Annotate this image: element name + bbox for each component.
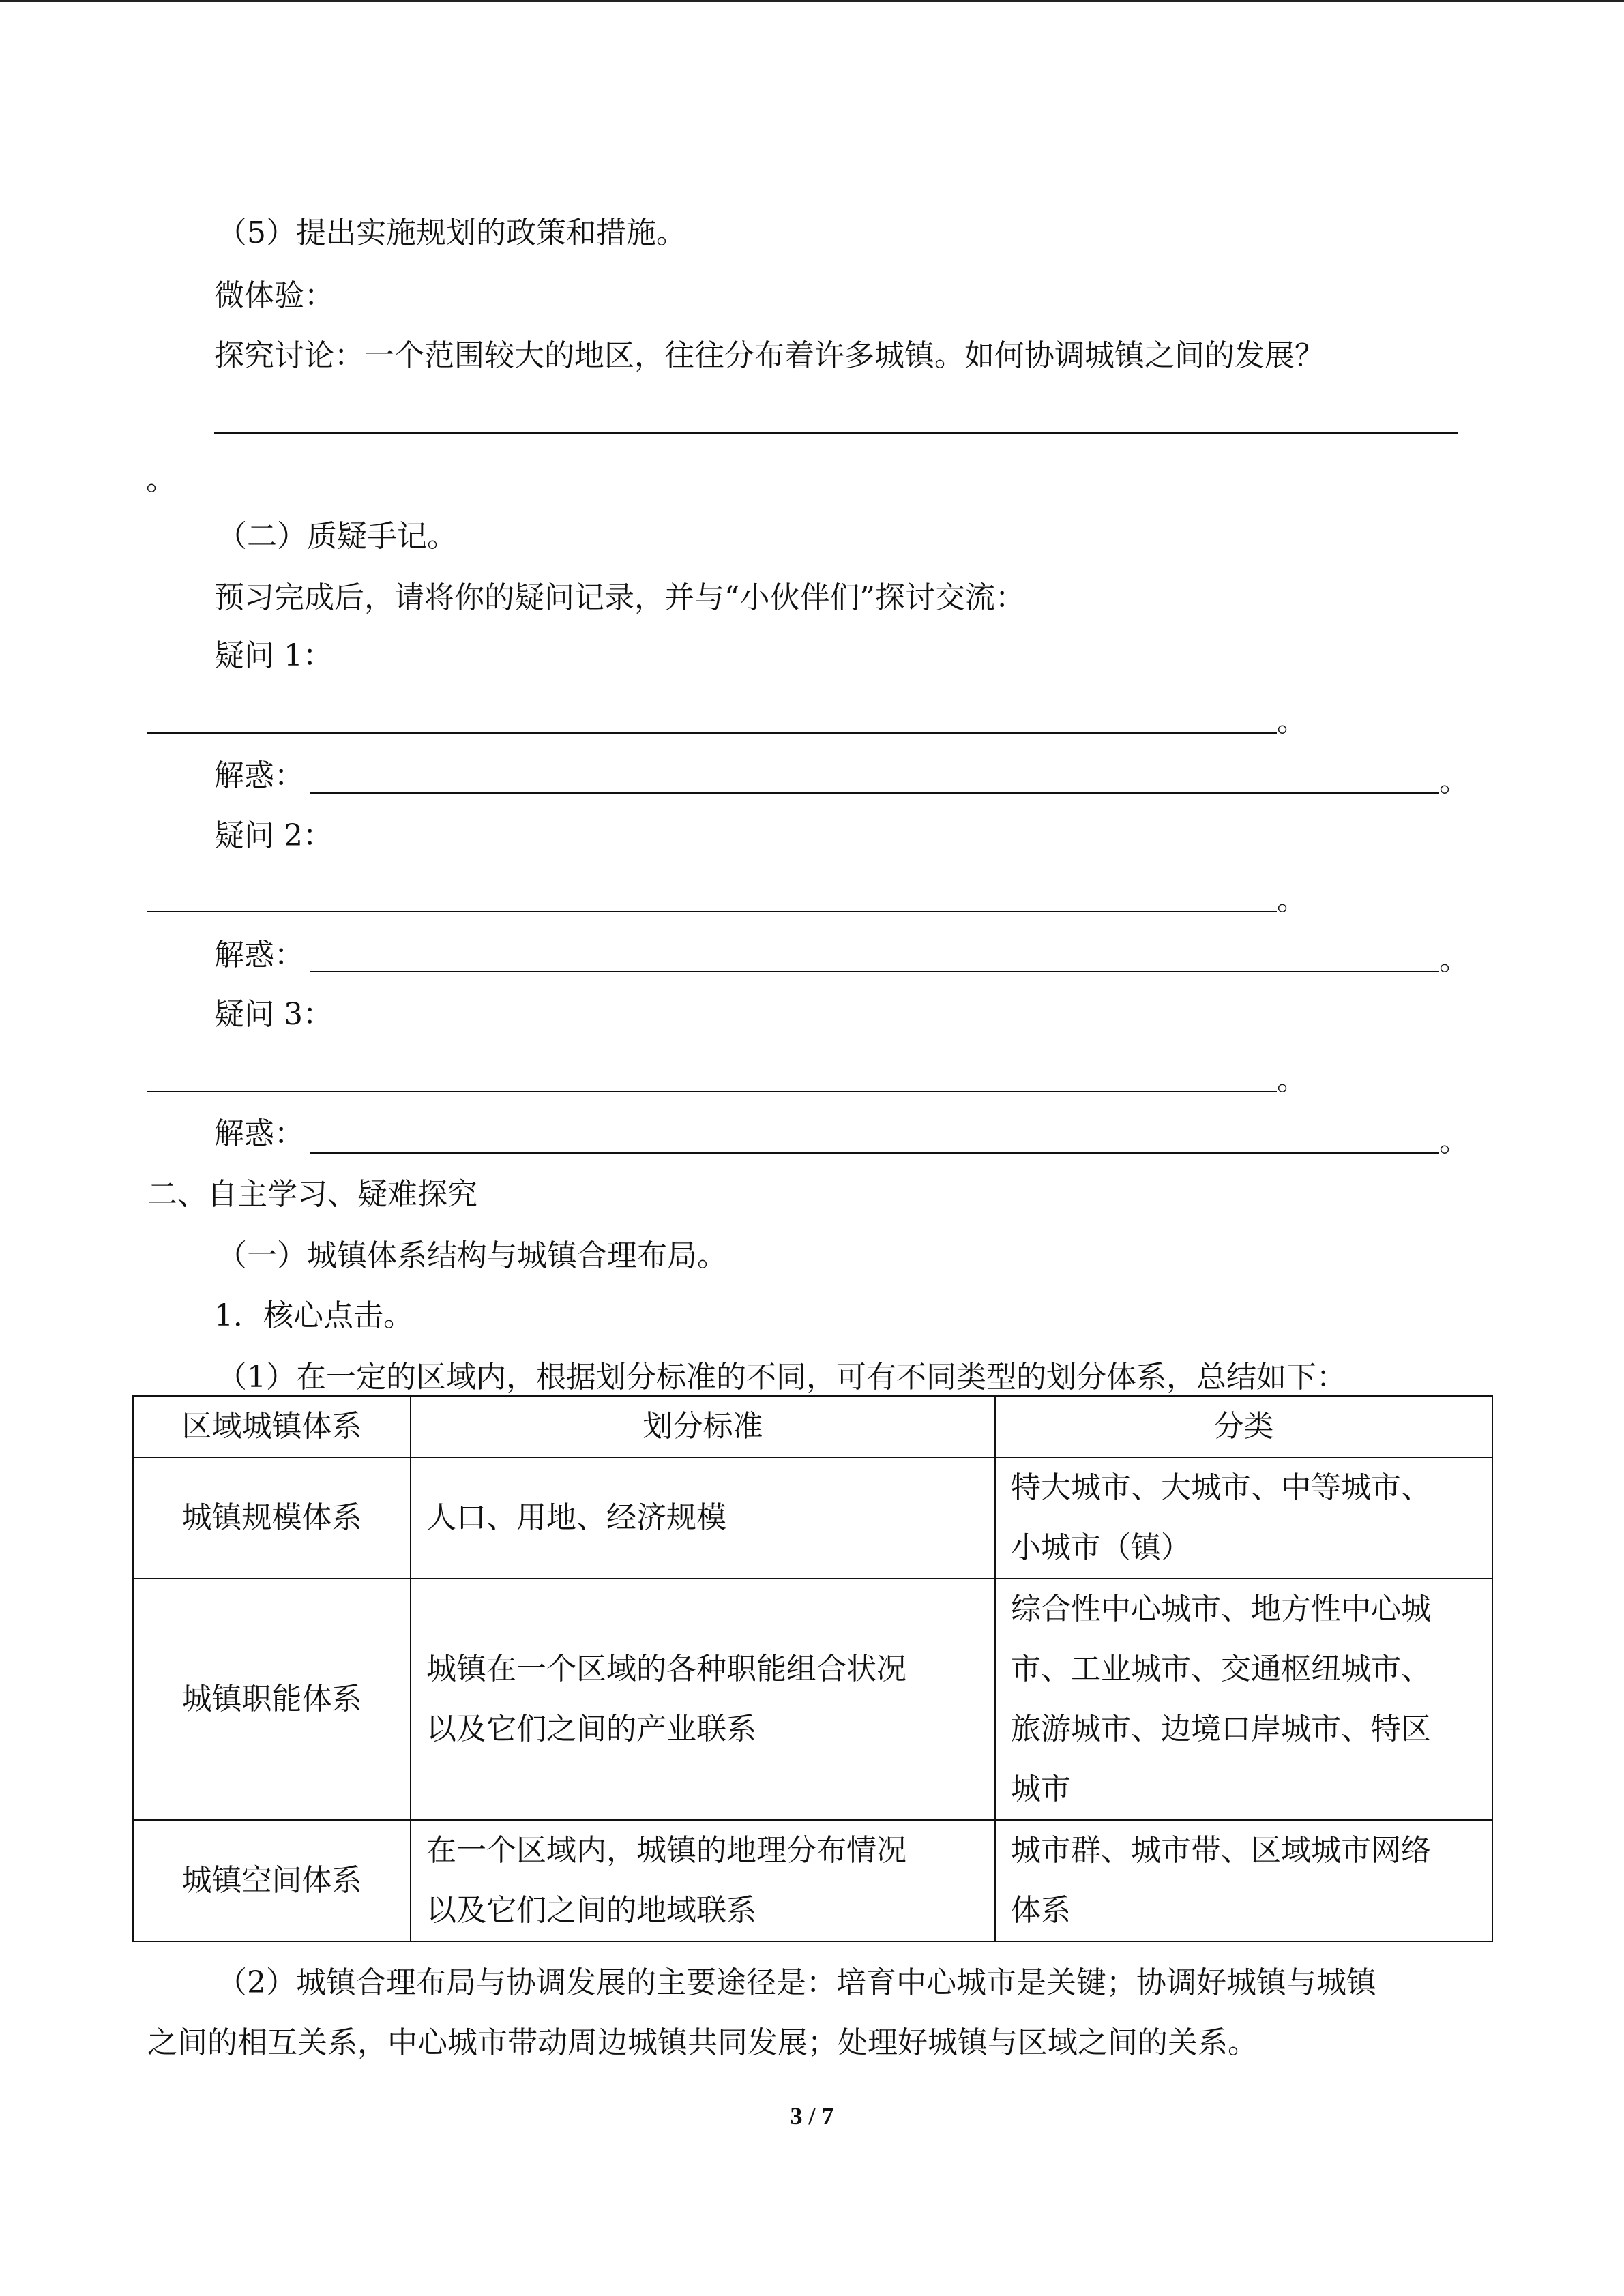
table-header-cell: 划分标准 [411,1396,995,1457]
answer-2-line [310,971,1439,972]
page-number: 3 / 7 [790,2102,834,2130]
cell-line: 人口、用地、经济规模 [426,1500,726,1535]
micro-experience-label: 微体验： [214,278,334,313]
cell-line: 体系 [1011,1893,1071,1928]
answer-1-period: 。 [1439,764,1469,799]
question-3-label: 疑问 3： [214,997,333,1032]
questions-intro: 预习完成后，请将你的疑问记录，并与“小伙伴们”探讨交流： [214,580,1025,615]
discussion-period: 。 [146,462,176,497]
core-points-title: 1．核心点击。 [214,1298,413,1333]
point-2-line-2: 之间的相互关系，中心城市带动周边城镇共同发展；处理好城镇与区域之间的关系。 [147,2025,1258,2060]
answer-2-period: 。 [1439,942,1469,977]
step5-text: （5）提出实施规划的政策和措施。 [217,215,686,250]
question-2-label: 疑问 2： [214,818,333,853]
cell-line: 综合性中心城市、地方性中心城 [1011,1592,1431,1626]
answer-3-period: 。 [1439,1124,1469,1159]
standard-cell [411,1820,995,1941]
types-cell [995,1820,1492,1941]
section-questions-title: （二）质疑手记。 [217,519,457,554]
standard-cell [411,1579,995,1820]
table-row [133,1579,1492,1820]
cell-line: 在一个区域内，城镇的地理分布情况 [426,1833,906,1868]
cell-line: 城镇在一个区域的各种职能组合状况 [426,1652,906,1686]
discussion-answer-line [214,432,1458,434]
cell-line: 旅游城市、边境口岸城市、特区 [1011,1712,1431,1746]
table-header-cell: 分类 [995,1396,1492,1457]
cell-line: 以及它们之间的产业联系 [426,1712,756,1746]
cell-line: 城市群、城市带、区域城市网络 [1011,1833,1431,1868]
system-name-cell: 城镇职能体系 [133,1579,411,1820]
answer-3-line [310,1152,1439,1154]
table-row [133,1820,1492,1941]
cell-line: 特大城市、大城市、中等城市、 [1011,1470,1431,1505]
table-header-row [133,1396,1492,1457]
cell-line: 小城市（镇） [1011,1530,1191,1565]
question-1-label: 疑问 1： [214,638,333,673]
standard-cell [411,1457,995,1579]
question-2-line [147,911,1277,912]
answer-3-label: 解惑： [214,1116,304,1151]
cell-line: 以及它们之间的地域联系 [426,1893,756,1928]
answer-2-label: 解惑： [214,938,304,972]
table-row [133,1457,1492,1579]
subsection-1-title: （一）城镇体系结构与城镇合理布局。 [217,1238,727,1273]
point-2-line-1: （2）城镇合理布局与协调发展的主要途径是：培育中心城市是关键；协调好城镇与城镇 [217,1965,1376,2000]
page-top-border [0,0,1624,2]
part-2-title: 二、自主学习、疑难探究 [147,1177,477,1212]
system-name-cell: 城镇空间体系 [133,1820,411,1941]
cell-line: 城市 [1011,1772,1071,1806]
cell-line: 市、工业城市、交通枢纽城市、 [1011,1652,1431,1686]
question-3-line [147,1091,1277,1092]
system-name-cell: 城镇规模体系 [133,1457,411,1579]
question-1-line [147,732,1277,734]
discussion-prompt: 探究讨论：一个范围较大的地区，往往分布着许多城镇。如何协调城镇之间的发展？ [214,338,1325,373]
answer-1-label: 解惑： [214,758,304,793]
question-2-period: 。 [1277,882,1307,917]
table-header-cell: 区域城镇体系 [133,1396,411,1457]
types-cell [995,1579,1492,1820]
types-cell [995,1457,1492,1579]
question-3-period: 。 [1277,1062,1307,1097]
point-1-text: （1）在一定的区域内，根据划分标准的不同，可有不同类型的划分体系，总结如下： [217,1360,1346,1395]
question-1-period: 。 [1277,704,1307,739]
urban-system-table [132,1395,1493,1942]
answer-1-line [310,792,1439,794]
